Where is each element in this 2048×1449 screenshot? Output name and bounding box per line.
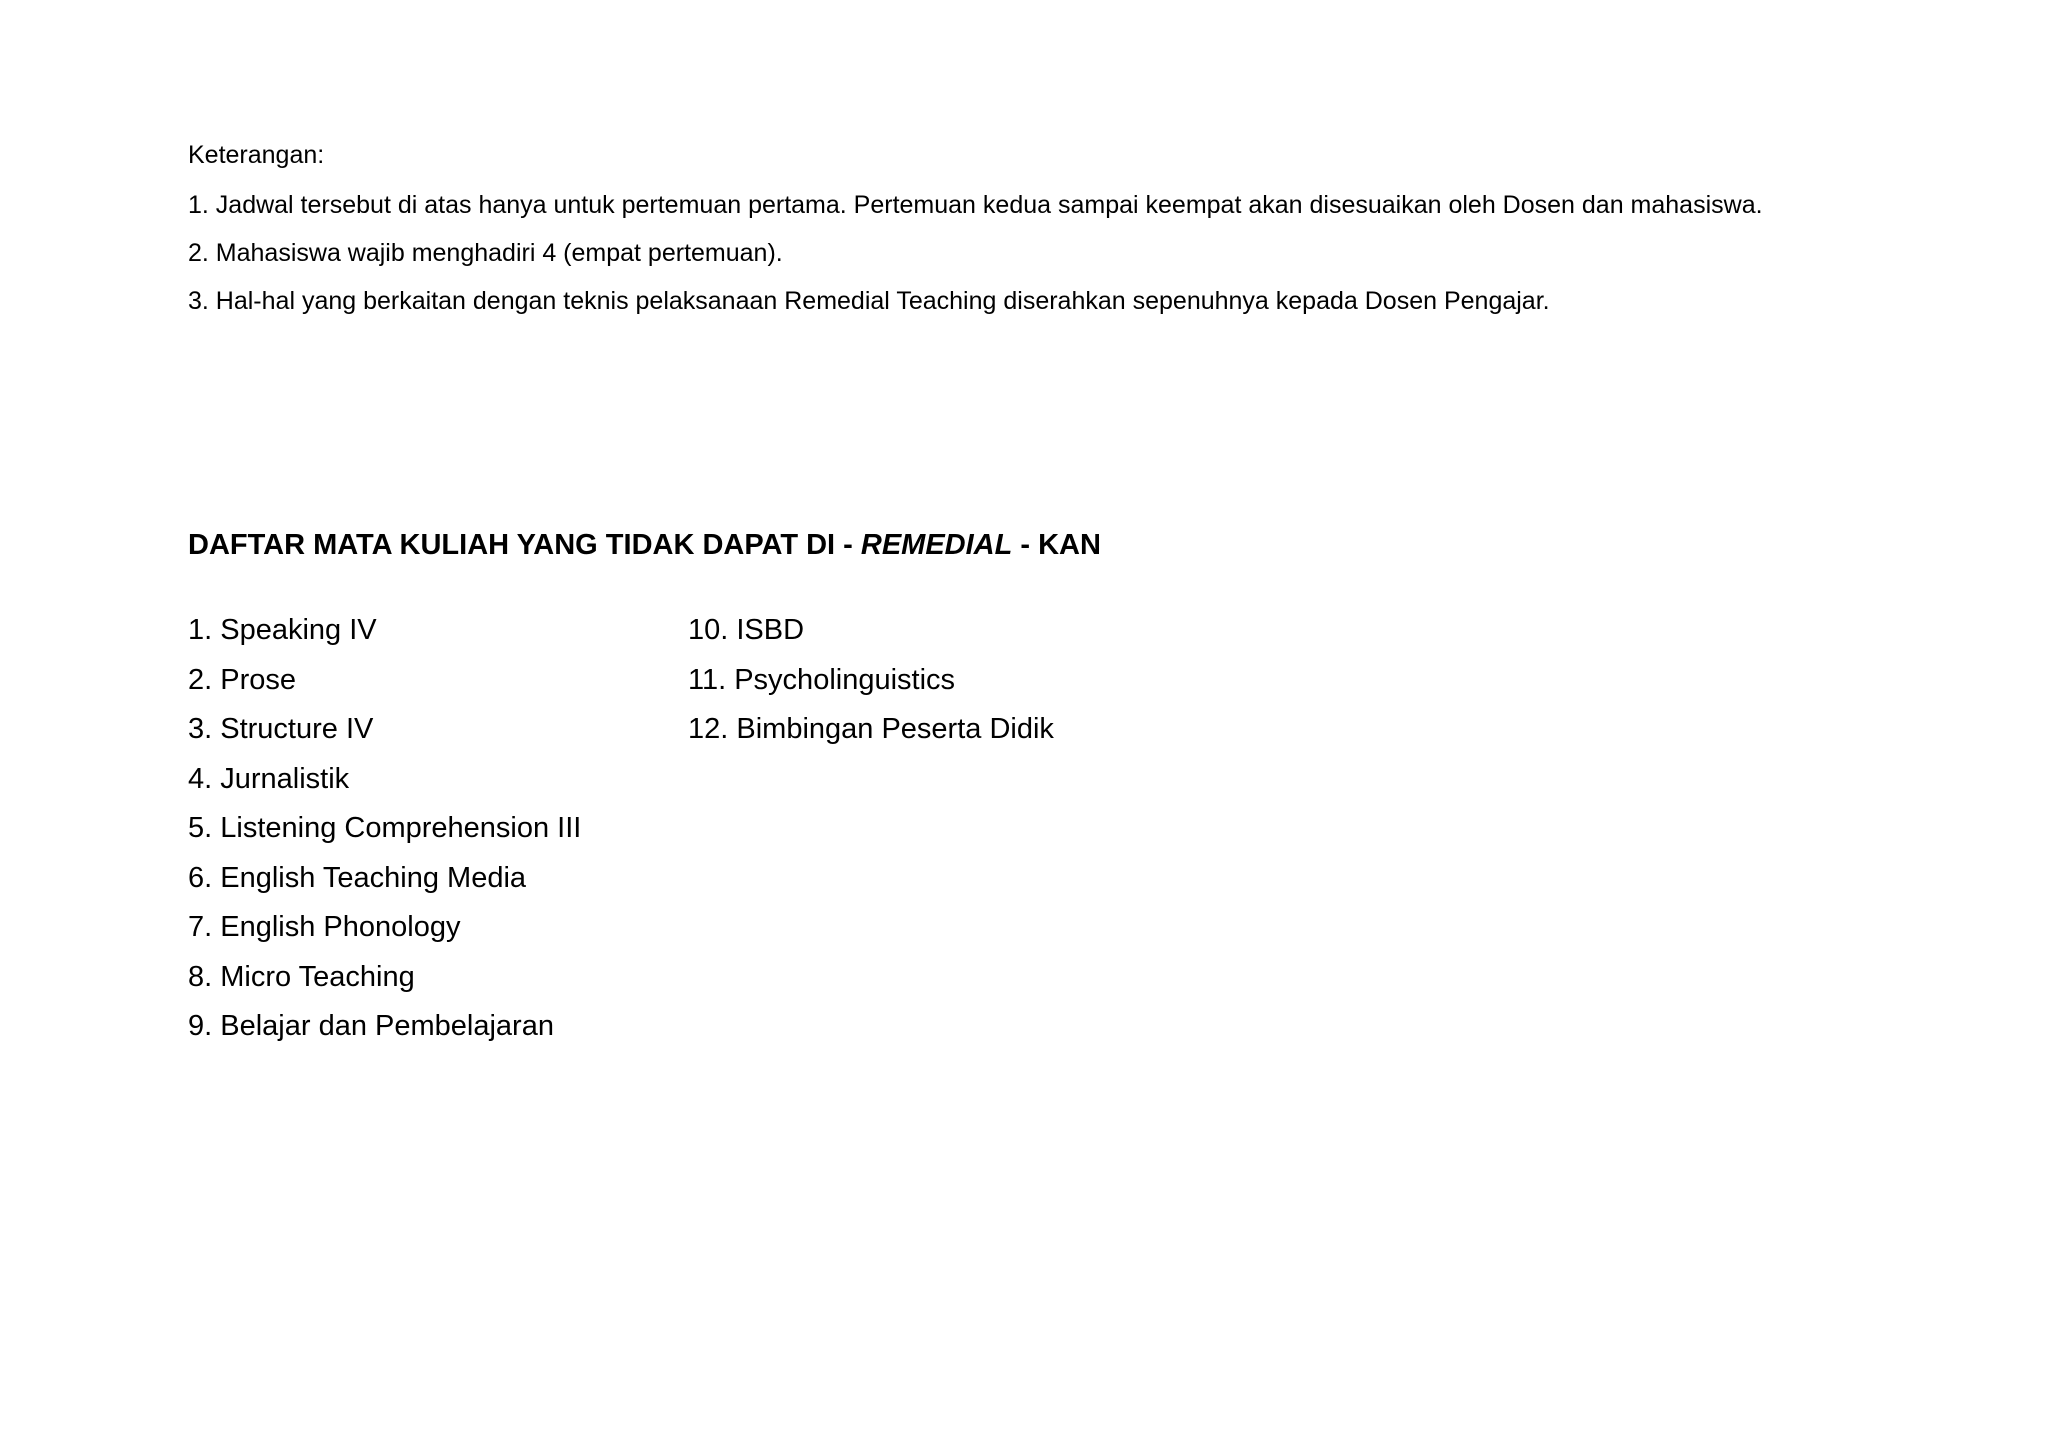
course-item: 2. Prose: [188, 663, 296, 696]
course-item: 7. English Phonology: [188, 911, 461, 943]
course-list-title: [188, 527, 1101, 563]
course-item: 11. Psycholinguistics: [688, 663, 956, 696]
course-item: 12. Bimbingan Peserta Didik: [688, 713, 1054, 745]
course-item: 10. ISBD: [688, 614, 805, 646]
course-item: 5. Listening Comprehension III: [188, 812, 582, 844]
course-list-title-suffix: - KAN: [1012, 529, 1101, 561]
note-item: 1. Jadwal tersebut di atas hanya untuk pertemuan pertama. Pertemuan kedua sampai keempat akan disesuaikan oleh Dosen dan mahasiswa.: [188, 191, 1763, 219]
course-item: 8. Micro Teaching: [188, 960, 415, 993]
course-item: 9. Belajar dan Pembelajaran: [188, 1010, 554, 1042]
course-item: 3. Structure IV: [188, 713, 374, 745]
note-item: 3. Hal-hal yang berkaitan dengan teknis pelaksanaan Remedial Teaching diserahkan sepenuhnya kepada Dosen Pengajar.: [188, 287, 1550, 315]
course-item: 1. Speaking IV: [188, 614, 377, 646]
course-list-right-column: [688, 606, 1054, 755]
course-list-title-emphasis: REMEDIAL: [860, 529, 1013, 561]
notes-heading: Keterangan:: [188, 141, 325, 169]
course-list-title-prefix: DAFTAR MATA KULIAH YANG TIDAK DAPAT DI -: [188, 529, 861, 561]
course-list-left-column: [188, 606, 581, 1052]
course-item: 4. Jurnalistik: [188, 762, 350, 795]
note-item: 2. Mahasiswa wajib menghadiri 4 (empat pertemuan).: [188, 239, 783, 267]
course-item: 6. English Teaching Media: [188, 861, 527, 894]
notes-section: [188, 140, 1788, 334]
